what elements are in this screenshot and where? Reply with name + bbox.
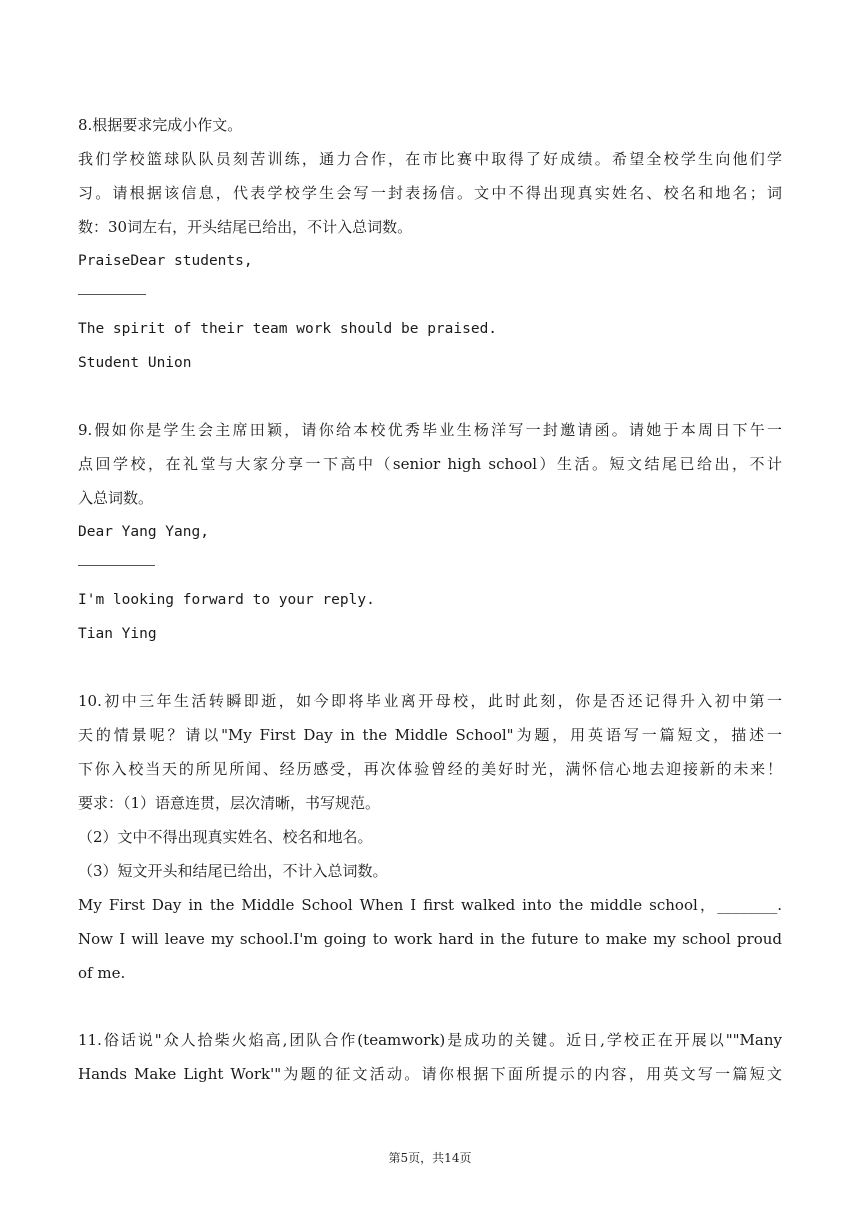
question-10-body-line: 下你入校当天的所见所闻、经历感受，再次体验曾经的美好时光，满怀信心地去迎接新的未来！	[78, 760, 782, 778]
document-page	[78, 108, 782, 1091]
essay-line: of me.	[78, 964, 126, 982]
question-10-body-line: （3）短文开头和结尾已给出，不计入总词数。	[78, 862, 388, 880]
question-11-body-line: Hands Make Light Work'"为题的征文活动。请你根据下面所提示的内容，用英文写一篇短文	[78, 1065, 782, 1083]
question-11	[78, 1023, 782, 1091]
answer-blank	[78, 549, 782, 583]
question-8-body-line: 我们学校篮球队队员刻苦训练，通力合作，在市比赛中取得了好成绩。希望全校学生向他们学	[78, 150, 782, 168]
essay-line: My First Day in the Middle School When I first walked into the middle school，________.	[78, 896, 782, 914]
answer-blank	[78, 278, 782, 312]
question-8	[78, 108, 782, 380]
letter-closing: The spirit of their team work should be praised.	[78, 321, 498, 337]
question-9-body-line: 9.假如你是学生会主席田颖，请你给本校优秀毕业生杨洋写一封邀请函。请她于本周日下午一	[78, 421, 782, 439]
question-10-body-line: 天的情景呢？请以"My First Day in the Middle School"为题，用英语写一篇短文，描述一	[78, 726, 782, 744]
question-8-title: 8.根据要求完成小作文。	[78, 116, 243, 134]
letter-closing: I'm looking forward to your reply.	[78, 592, 375, 608]
page-footer: 第5页，共14页	[388, 1151, 472, 1165]
question-10-body-line: 要求：（1）语意连贯，层次清晰，书写规范。	[78, 794, 381, 812]
letter-opening: Dear Yang Yang,	[78, 524, 209, 540]
letter-signature: Student Union	[78, 355, 192, 371]
essay-line: Now I will leave my school.I'm going to work hard in the future to make my school proud	[78, 930, 782, 948]
question-11-body-line: 11.俗话说"众人拾柴火焰高,团队合作(teamwork)是成功的关键。近日,学校正在开展以""Many	[78, 1031, 782, 1049]
question-9-body-line: 入总词数。	[78, 489, 154, 507]
question-8-body-line: 数：30词左右，开头结尾已给出，不计入总词数。	[78, 218, 413, 236]
letter-opening: PraiseDear students,	[78, 253, 253, 269]
question-10	[78, 684, 782, 990]
question-9-body-line: 点回学校，在礼堂与大家分享一下高中（senior high school）生活。短文结尾已给出，不计	[78, 455, 782, 473]
letter-signature: Tian Ying	[78, 626, 157, 642]
question-8-body-line: 习。请根据该信息，代表学校学生会写一封表扬信。文中不得出现真实姓名、校名和地名；词	[78, 184, 782, 202]
question-10-body-line: （2）文中不得出现真实姓名、校名和地名。	[78, 828, 373, 846]
question-10-body-line: 10.初中三年生活转瞬即逝，如今即将毕业离开母校，此时此刻，你是否还记得升入初中第一	[78, 692, 782, 710]
question-9	[78, 413, 782, 651]
